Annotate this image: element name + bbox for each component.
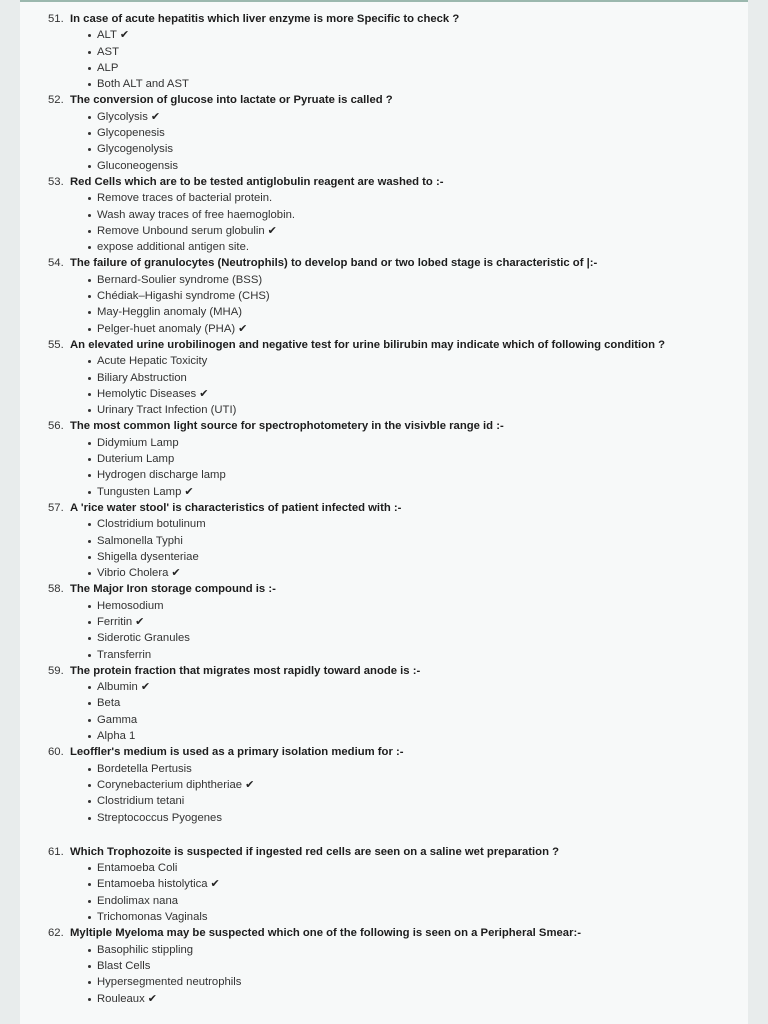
option-item-correct bbox=[88, 386, 748, 402]
option-text: Gluconeogensis bbox=[97, 159, 179, 172]
option-item bbox=[88, 630, 748, 646]
option-text: Gamma bbox=[97, 713, 138, 726]
option-item bbox=[88, 909, 748, 925]
option-text: Hydrogen discharge lamp bbox=[97, 469, 226, 482]
question-text: Leoffler's medium is used as a primary isolation medium for :- bbox=[70, 746, 404, 759]
option-text: AST bbox=[97, 45, 119, 58]
question-number: 57. bbox=[48, 501, 64, 514]
option-text: Albumin bbox=[97, 681, 138, 694]
checkmark-icon: ✔ bbox=[184, 485, 194, 498]
option-item bbox=[88, 451, 748, 467]
question-text: The conversion of glucose into lactate or Pyruate is called ? bbox=[70, 94, 393, 107]
option-item-correct bbox=[88, 321, 748, 337]
question-item bbox=[20, 581, 748, 662]
question-text: A 'rice water stool' is characteristics of patient infected with :- bbox=[70, 501, 402, 514]
option-text: Both ALT and AST bbox=[97, 78, 189, 91]
option-item bbox=[88, 467, 748, 483]
checkmark-icon: ✔ bbox=[245, 778, 255, 791]
option-text: Bernard-Soulier syndrome (BSS) bbox=[97, 273, 263, 286]
question-item bbox=[20, 11, 748, 92]
option-text: Basophilic stippling bbox=[97, 943, 194, 956]
option-item bbox=[88, 516, 748, 532]
option-text: Remove Unbound serum globulin bbox=[97, 224, 265, 237]
question-title bbox=[20, 174, 748, 190]
option-list bbox=[20, 272, 748, 337]
question-title bbox=[20, 11, 748, 27]
option-text: Biliary Abstruction bbox=[97, 371, 187, 384]
option-item-correct bbox=[88, 223, 748, 239]
option-item-correct bbox=[88, 876, 748, 892]
option-item bbox=[88, 207, 748, 223]
question-text: Which Trophozoite is suspected if ingested red cells are seen on a saline wet preparation ? bbox=[70, 845, 560, 858]
option-item bbox=[88, 695, 748, 711]
option-item bbox=[88, 598, 748, 614]
question-number: 53. bbox=[48, 175, 64, 188]
checkmark-icon: ✔ bbox=[147, 992, 157, 1005]
option-item bbox=[88, 304, 748, 320]
option-item bbox=[88, 60, 748, 76]
question-title bbox=[20, 925, 748, 941]
option-list bbox=[20, 109, 748, 174]
option-item-correct bbox=[88, 614, 748, 630]
option-text: Glycogenolysis bbox=[97, 143, 173, 156]
option-text: Entamoeba Coli bbox=[97, 862, 178, 875]
question-number: 54. bbox=[48, 257, 64, 270]
option-list bbox=[20, 679, 748, 744]
option-text: Wash away traces of free haemoglobin. bbox=[97, 208, 296, 221]
option-text: Didymium Lamp bbox=[97, 436, 179, 449]
question-item bbox=[20, 744, 748, 825]
option-item bbox=[88, 141, 748, 157]
checkmark-icon: ✔ bbox=[119, 29, 130, 42]
question-list bbox=[20, 2, 748, 1007]
option-item bbox=[88, 190, 748, 206]
option-item bbox=[88, 125, 748, 141]
option-text: Tungusten Lamp bbox=[97, 485, 182, 498]
question-text: An elevated urine urobilinogen and negative test for urine bilirubin may indicate which of following condition ? bbox=[70, 338, 666, 351]
option-text: Glycopenesis bbox=[97, 127, 165, 140]
option-item-correct bbox=[88, 777, 748, 793]
question-number: 55. bbox=[48, 338, 64, 351]
option-text: Hemosodium bbox=[97, 599, 164, 612]
question-title bbox=[20, 744, 748, 760]
option-item bbox=[88, 239, 748, 255]
option-item bbox=[88, 272, 748, 288]
option-text: Urinary Tract Infection (UTI) bbox=[97, 404, 237, 417]
option-list bbox=[20, 860, 748, 925]
option-item bbox=[88, 761, 748, 777]
option-list bbox=[20, 598, 748, 663]
question-text: Red Cells which are to be tested antiglobulin reagent are washed to :- bbox=[70, 175, 444, 188]
option-text: Acute Hepatic Toxicity bbox=[97, 355, 208, 368]
checkmark-icon: ✔ bbox=[135, 615, 145, 628]
option-item bbox=[88, 435, 748, 451]
option-item bbox=[88, 370, 748, 386]
checkmark-icon: ✔ bbox=[199, 387, 209, 400]
question-item bbox=[20, 418, 748, 499]
checkmark-icon: ✔ bbox=[150, 110, 161, 123]
option-text: Entamoeba histolytica bbox=[97, 878, 208, 891]
option-text: expose additional antigen site. bbox=[97, 241, 249, 254]
option-text: Salmonella Typhi bbox=[97, 534, 183, 547]
option-list bbox=[20, 761, 748, 826]
question-number: 52. bbox=[48, 94, 64, 107]
question-number: 61. bbox=[48, 845, 64, 858]
question-number: 58. bbox=[48, 583, 64, 596]
option-text: Bordetella Pertusis bbox=[97, 762, 192, 775]
question-item bbox=[20, 337, 748, 418]
question-item bbox=[20, 925, 748, 1006]
question-title bbox=[20, 844, 748, 860]
option-text: Duterium Lamp bbox=[97, 453, 175, 466]
question-title bbox=[20, 418, 748, 434]
option-text: Corynebacterium diphtheriae bbox=[97, 778, 243, 791]
option-item bbox=[88, 158, 748, 174]
option-text: Streptococcus Pyogenes bbox=[97, 811, 222, 824]
option-item-correct bbox=[88, 109, 748, 125]
option-item bbox=[88, 728, 748, 744]
option-item bbox=[88, 893, 748, 909]
option-text: Hypersegmented neutrophils bbox=[97, 976, 242, 989]
option-text: Hemolytic Diseases bbox=[97, 387, 197, 400]
option-text: Clostridium tetani bbox=[97, 795, 185, 808]
question-title bbox=[20, 255, 748, 271]
question-text: The Major Iron storage compound is :- bbox=[70, 583, 276, 596]
option-text: Blast Cells bbox=[97, 959, 151, 972]
option-item-correct bbox=[88, 27, 748, 43]
option-item-correct bbox=[88, 991, 748, 1007]
question-title bbox=[20, 500, 748, 516]
option-item bbox=[88, 958, 748, 974]
question-item bbox=[20, 844, 748, 925]
option-text: May-Hegglin anomaly (MHA) bbox=[97, 306, 243, 319]
question-number: 59. bbox=[48, 664, 64, 677]
question-item bbox=[20, 92, 748, 173]
option-text: ALP bbox=[97, 61, 119, 74]
option-text: Siderotic Granules bbox=[97, 632, 190, 645]
option-text: Pelger-huet anomaly (PHA) bbox=[97, 322, 236, 335]
option-item bbox=[88, 549, 748, 565]
question-item bbox=[20, 174, 748, 255]
checkmark-icon: ✔ bbox=[267, 224, 277, 237]
option-item bbox=[88, 793, 748, 809]
checkmark-icon: ✔ bbox=[238, 322, 248, 335]
option-text: Rouleaux bbox=[97, 992, 145, 1005]
question-title bbox=[20, 581, 748, 597]
question-text: In case of acute hepatitis which liver enzyme is more Specific to check ? bbox=[70, 13, 460, 25]
option-text: Trichomonas Vaginals bbox=[97, 911, 208, 924]
question-title bbox=[20, 92, 748, 108]
question-text: The failure of granulocytes (Neutrophils) to develop band or two lobed stage is characteristic of |:- bbox=[70, 257, 598, 270]
option-list bbox=[20, 190, 748, 255]
question-text: Myltiple Myeloma may be suspected which one of the following is seen on a Peripheral Smear:- bbox=[70, 927, 581, 940]
option-text: ALT bbox=[97, 29, 117, 42]
option-item-correct bbox=[88, 484, 748, 500]
option-item bbox=[88, 974, 748, 990]
option-list bbox=[20, 353, 748, 418]
option-item-correct bbox=[88, 565, 748, 581]
option-text: Glycolysis bbox=[97, 110, 148, 123]
checkmark-icon: ✔ bbox=[210, 878, 220, 891]
option-item bbox=[88, 533, 748, 549]
option-item bbox=[88, 810, 748, 826]
question-item bbox=[20, 663, 748, 744]
option-item bbox=[88, 44, 748, 60]
option-item bbox=[88, 402, 748, 418]
option-list bbox=[20, 942, 748, 1007]
option-text: Beta bbox=[97, 697, 121, 710]
option-text: Endolimax nana bbox=[97, 894, 179, 907]
option-list bbox=[20, 435, 748, 500]
option-text: Ferritin bbox=[97, 615, 133, 628]
question-text: The protein fraction that migrates most rapidly toward anode is :- bbox=[70, 664, 421, 677]
option-item bbox=[88, 353, 748, 369]
option-text: Vibrio Cholera bbox=[97, 567, 169, 580]
option-item bbox=[88, 712, 748, 728]
option-item bbox=[88, 860, 748, 876]
option-text: Transferrin bbox=[97, 648, 152, 661]
question-text: The most common light source for spectrophotometery in the visivble range id :- bbox=[70, 420, 504, 433]
question-number: 56. bbox=[48, 420, 64, 433]
option-list bbox=[20, 516, 748, 581]
option-item-correct bbox=[88, 679, 748, 695]
option-text: Chédiak–Higashi syndrome (CHS) bbox=[97, 290, 270, 303]
checkmark-icon: ✔ bbox=[171, 567, 181, 580]
spacer bbox=[20, 826, 748, 844]
question-number: 60. bbox=[48, 746, 64, 759]
question-item bbox=[20, 255, 748, 336]
option-item bbox=[88, 76, 748, 92]
option-text: Shigella dysenteriae bbox=[97, 550, 199, 563]
option-text: Alpha 1 bbox=[97, 730, 136, 743]
option-text: Remove traces of bacterial protein. bbox=[97, 192, 273, 205]
option-text: Clostridium botulinum bbox=[97, 518, 206, 531]
option-list bbox=[20, 27, 748, 92]
option-item bbox=[88, 647, 748, 663]
option-item bbox=[88, 288, 748, 304]
question-number: 51. bbox=[48, 13, 64, 25]
question-item bbox=[20, 500, 748, 581]
option-item bbox=[88, 942, 748, 958]
checkmark-icon: ✔ bbox=[140, 681, 151, 694]
question-title bbox=[20, 663, 748, 679]
document-page bbox=[20, 0, 748, 1024]
question-number: 62. bbox=[48, 927, 64, 940]
question-title bbox=[20, 337, 748, 353]
